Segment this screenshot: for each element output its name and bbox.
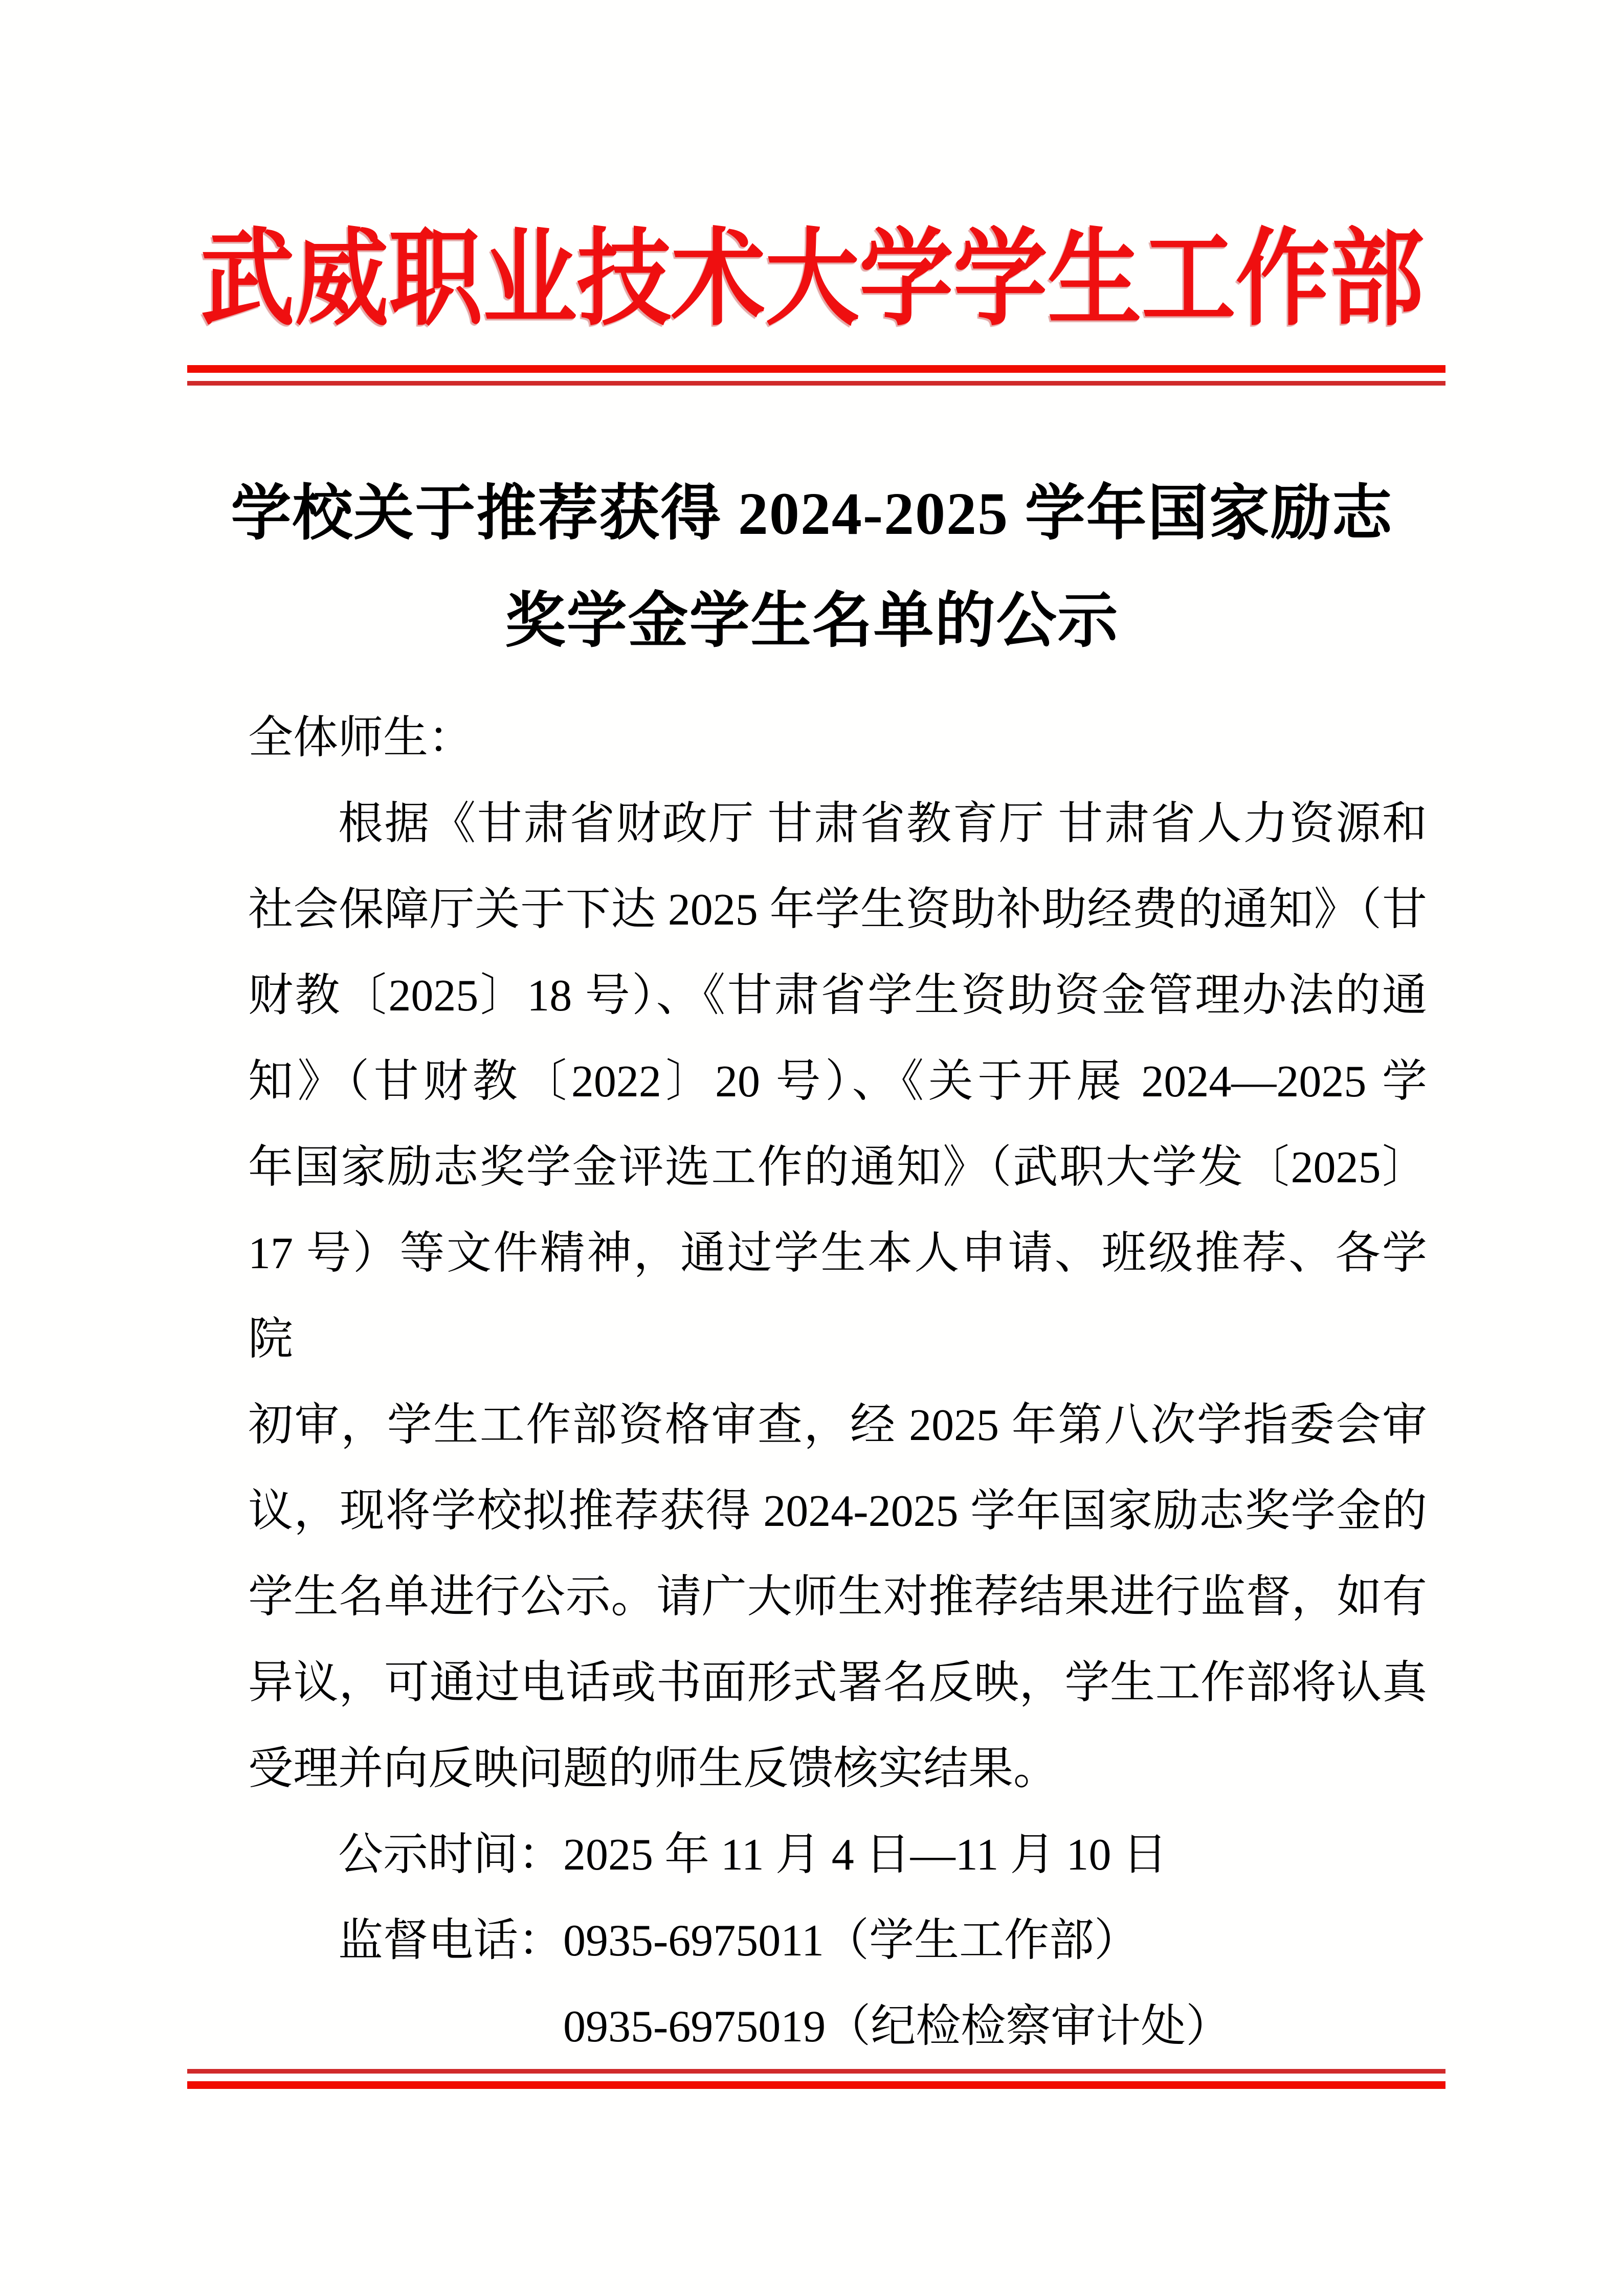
- supervision-phone-line-2: 0935-6975019（纪检检察审计处）: [563, 2002, 1231, 2052]
- body-line: 根据《甘肃省财政厅 甘肃省教育厅 甘肃省人力资源和: [338, 799, 1427, 849]
- body-line: 学生名单进行公示。请广大师生对推荐结果进行监督，如有: [248, 1572, 1427, 1622]
- salutation: 全体师生：: [248, 713, 474, 763]
- body-line: 社会保障厅关于下达 2025 年学生资助补助经费的通知》（甘: [248, 885, 1427, 935]
- footer-rule-thin: [187, 2069, 1445, 2074]
- body-line: 财教〔2025〕18 号）、《甘肃省学生资助资金管理办法的通: [248, 971, 1427, 1021]
- masthead-department-title: 武威职业技术大学学生工作部: [200, 221, 1424, 339]
- body-line: 异议，可通过电话或书面形式署名反映，学生工作部将认真: [248, 1658, 1427, 1708]
- notice-body: [248, 695, 1427, 2070]
- supervision-phone-line-1: 监督电话：0935-6975011（学生工作部）: [338, 1916, 1140, 1966]
- footer-rule-thick: [187, 2081, 1445, 2089]
- body-line: 受理并向反映问题的师生反馈核实结果。: [248, 1744, 1059, 1794]
- masthead-rule-thick: [187, 365, 1445, 373]
- body-line: 知》（甘财教〔2022〕20 号）、《关于开展 2024—2025 学: [248, 1057, 1427, 1107]
- masthead-rule-thin: [187, 381, 1445, 386]
- body-line: 议，现将学校拟推荐获得 2024-2025 学年国家励志奖学金的: [248, 1487, 1427, 1536]
- body-line: 年国家励志奖学金评选工作的通知》（武职大学发〔2025〕: [248, 1143, 1427, 1192]
- notice-title-line-1: 学校关于推荐获得 2024-2025 学年国家励志: [231, 480, 1393, 547]
- notice-title: [223, 460, 1401, 675]
- body-line: 17 号）等文件精神，通过学生本人申请、班级推荐、各学院: [248, 1229, 1427, 1364]
- publicity-period-line: 公示时间：2025 年 11 月 4 日—11 月 10 日: [338, 1830, 1168, 1880]
- notice-title-line-2: 奖学金学生名单的公示: [505, 588, 1119, 655]
- body-line: 初审，学生工作部资格审查，经 2025 年第八次学指委会审: [248, 1401, 1427, 1450]
